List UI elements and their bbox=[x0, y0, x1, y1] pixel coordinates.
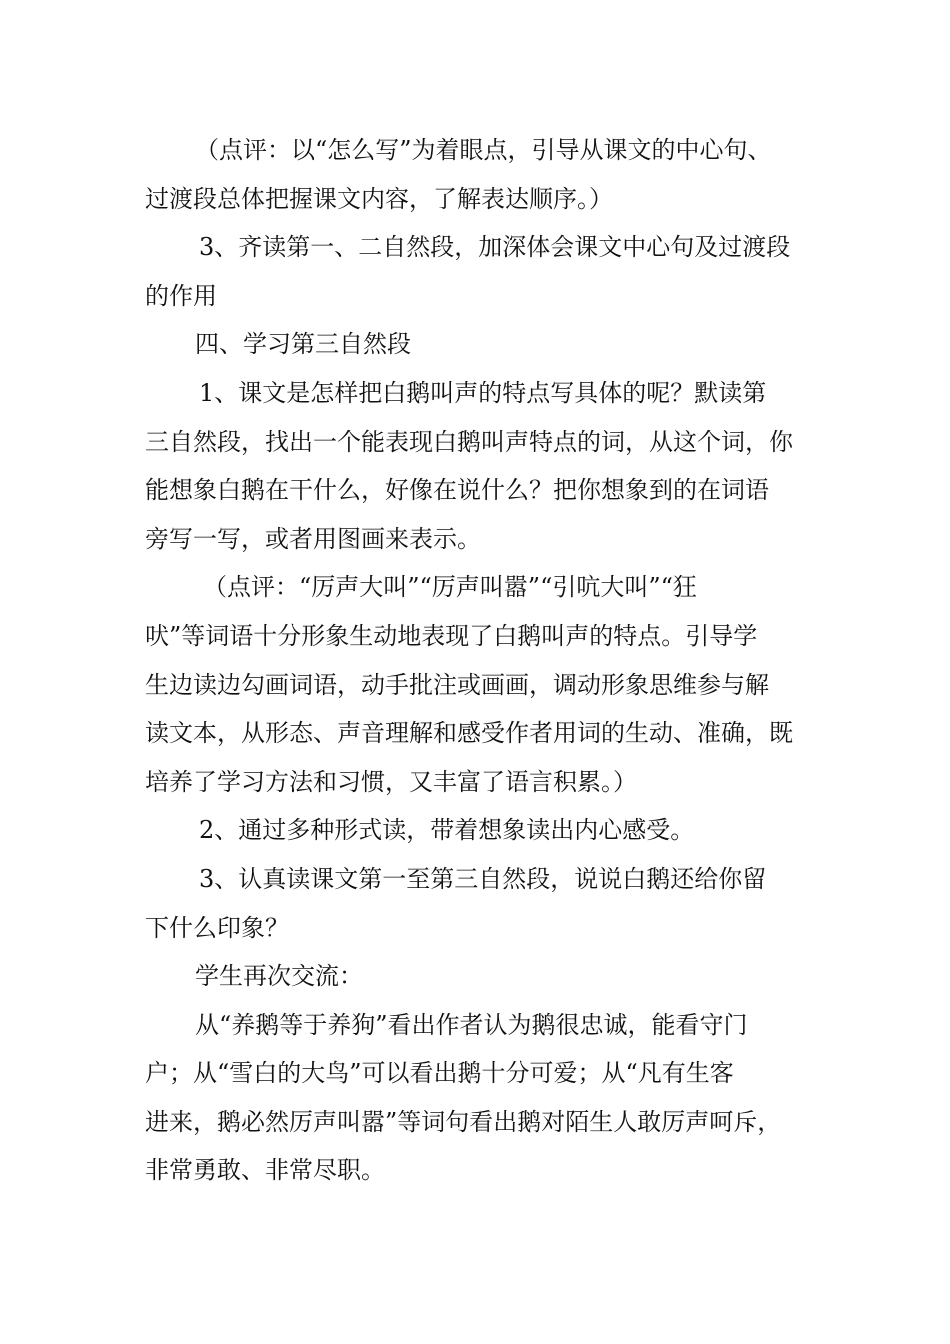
step-line: 的作用 bbox=[145, 281, 217, 310]
document-body bbox=[145, 126, 825, 1195]
step-line: 3、齐读第一、二自然段，加深体会课文中心句及过渡段 bbox=[199, 233, 791, 262]
comment-line: 吠”等词语十分形象生动地表现了白鹅叫声的特点。引导学 bbox=[145, 621, 758, 650]
paragraph-line: 从“养鹅等于养狗”看出作者认为鹅很忠诚，能看守门 bbox=[195, 1010, 748, 1039]
comment-line: 过渡段总体把握课文内容，了解表达顺序。） bbox=[145, 184, 613, 213]
step-line: 1、课文是怎样把白鹅叫声的特点写具体的呢？默读第 bbox=[199, 378, 767, 407]
comment-line: （点评：“厉声大叫”“厉声叫嚣”“引吭大叫”“狂 bbox=[203, 573, 697, 602]
comment-line: 培养了学习方法和习惯，又丰富了语言积累。） bbox=[145, 767, 637, 796]
paragraph-line: 非常勇敢、非常尽职。 bbox=[145, 1156, 385, 1185]
step-line: 3、认真读课文第一至第三自然段，说说白鹅还给你留 bbox=[199, 864, 767, 893]
comment-line: 生边读边勾画词语，动手批注或画画，调动形象思维参与解 bbox=[145, 670, 769, 699]
step-line: 能想象白鹅在干什么，好像在说什么？把你想象到的在词语 bbox=[145, 476, 769, 505]
comment-line: 读文本，从形态、声音理解和感受作者用词的生动、准确，既 bbox=[145, 719, 793, 748]
section-heading: 四、学习第三自然段 bbox=[195, 330, 411, 359]
step-line: 下什么印象？ bbox=[145, 913, 289, 942]
comment-line: （点评：以“怎么写”为着眼点，引导从课文的中心句、 bbox=[195, 136, 772, 164]
paragraph-line: 进来，鹅必然厉声叫嚣”等词句看出鹅对陌生人敢厉声呵斥， bbox=[145, 1107, 782, 1136]
step-line: 旁写一写，或者用图画来表示。 bbox=[145, 524, 481, 553]
step-line: 三自然段，找出一个能表现白鹅叫声特点的词，从这个词，你 bbox=[145, 427, 793, 456]
paragraph-line: 学生再次交流： bbox=[195, 962, 363, 991]
paragraph-line: 户；从“雪白的大鸟”可以看出鹅十分可爱；从“凡有生客 bbox=[145, 1059, 734, 1088]
step-line: 2、通过多种形式读，带着想象读出内心感受。 bbox=[199, 816, 695, 845]
